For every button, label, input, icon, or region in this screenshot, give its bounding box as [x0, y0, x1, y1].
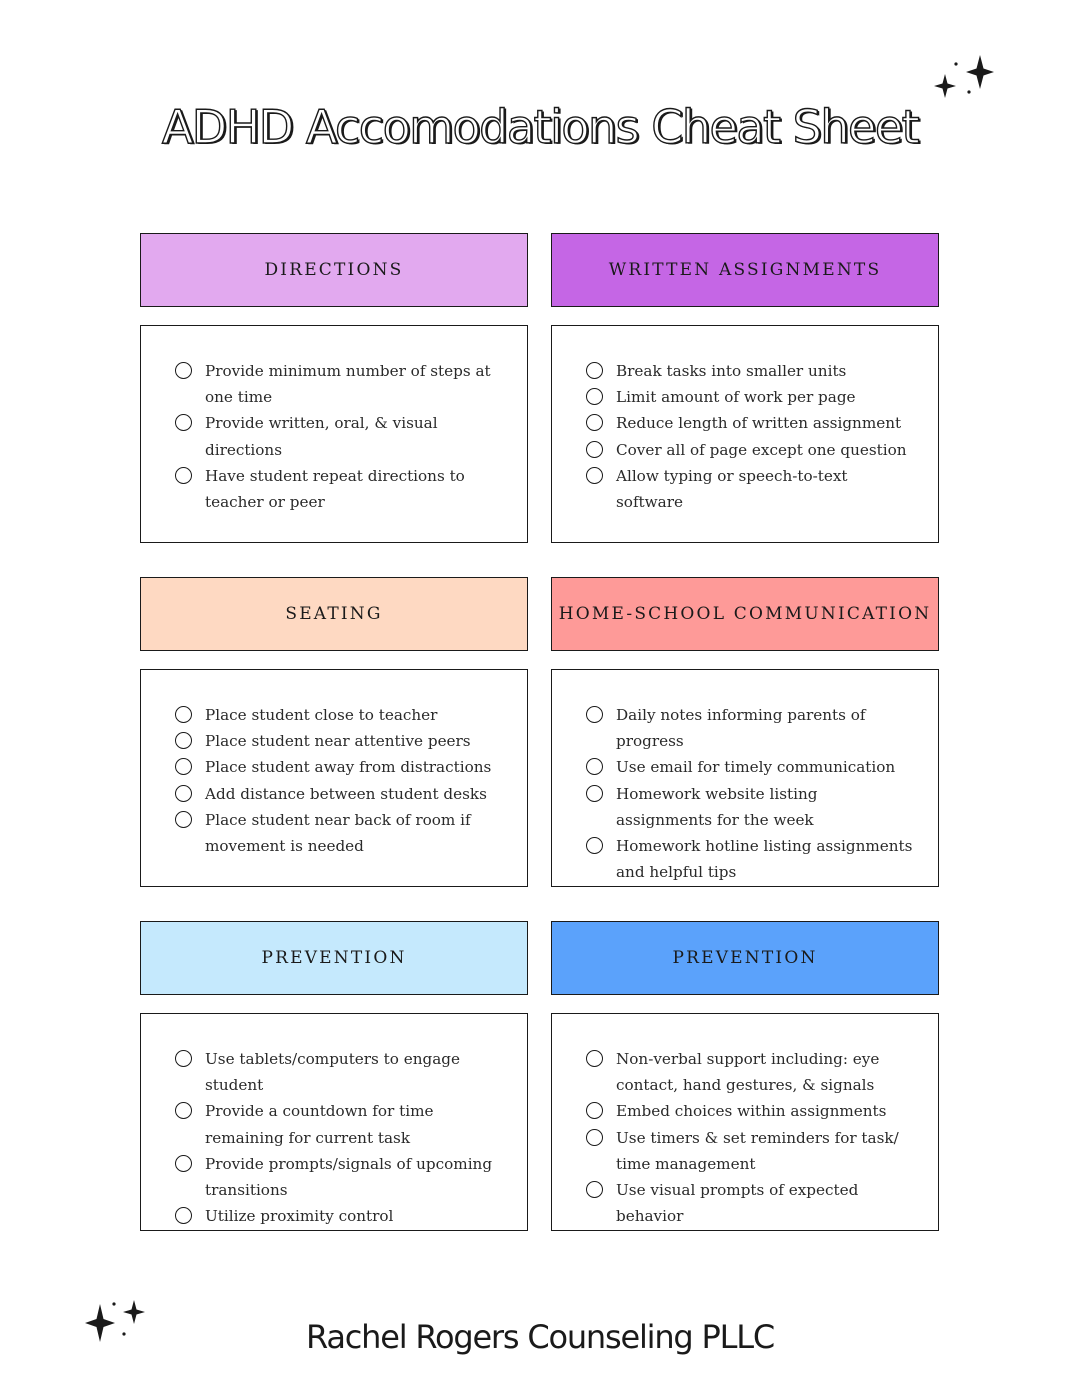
list-item — [175, 1203, 507, 1229]
list-item — [175, 410, 507, 462]
section-header-seating — [140, 577, 528, 651]
checkbox-icon[interactable] — [586, 1181, 603, 1198]
list-item — [175, 702, 507, 728]
checkbox-icon[interactable] — [175, 1155, 192, 1172]
section-heading: HOME-SCHOOL COMMUNICATION — [558, 604, 932, 624]
list-item — [175, 463, 507, 515]
checkbox-icon[interactable] — [586, 1050, 603, 1067]
checkbox-icon[interactable] — [586, 1102, 603, 1119]
list-item-text: Use timers & set reminders for task/ time management — [616, 1128, 899, 1173]
list-item-text: Place student away from distractions — [205, 758, 492, 777]
list-item-text: Have student repeat directions to teacher or peer — [205, 466, 465, 512]
section-list-written-assignments — [551, 325, 939, 543]
list-item-text: Utilize proximity control — [205, 1207, 394, 1226]
section-list-prevention-2 — [551, 1013, 939, 1231]
section-header-written-assignments — [551, 233, 939, 307]
checkbox-icon[interactable] — [175, 1207, 192, 1224]
checkbox-icon[interactable] — [586, 1129, 603, 1146]
list-item — [586, 358, 918, 384]
list-item-text: Add distance between student desks — [205, 784, 487, 803]
list-item-text: Daily notes informing parents of progress — [616, 706, 866, 751]
list-item — [586, 463, 918, 515]
list-item — [175, 1046, 507, 1098]
list-item-text: Limit amount of work per page — [616, 388, 856, 407]
list-item — [586, 702, 918, 754]
list-item — [586, 1046, 918, 1098]
list-item — [175, 807, 507, 859]
section-header-prevention-1 — [140, 921, 528, 995]
list-item — [175, 754, 507, 780]
list-item-text: Reduce length of written assignment — [616, 414, 902, 433]
page-title: ADHD Accomodations Cheat Sheet — [161, 100, 919, 154]
list-item-text: Use email for timely communication — [616, 758, 896, 777]
list-item — [586, 1098, 918, 1124]
list-item — [586, 781, 918, 833]
checkbox-icon[interactable] — [175, 706, 192, 723]
checkbox-icon[interactable] — [175, 414, 192, 431]
checkbox-icon[interactable] — [586, 362, 603, 379]
list-item-text: Place student close to teacher — [205, 706, 438, 724]
list-item — [586, 410, 918, 436]
section-heading: WRITTEN ASSIGNMENTS — [608, 260, 882, 280]
checkbox-icon[interactable] — [175, 1102, 192, 1119]
list-item — [175, 358, 507, 410]
checkbox-icon[interactable] — [586, 467, 603, 484]
list-item — [586, 1177, 918, 1229]
list-item-text: Provide a countdown for time remaining for current task — [205, 1102, 434, 1147]
list-item — [586, 833, 918, 885]
list-item — [175, 1098, 507, 1150]
sparkles-icon — [930, 52, 996, 102]
list-item — [586, 754, 918, 780]
section-header-home-school-communication — [551, 577, 939, 651]
checkbox-icon[interactable] — [175, 785, 192, 802]
list-item — [586, 1125, 918, 1177]
list-item — [175, 781, 507, 807]
list-item-text: Homework hotline listing assignments and helpful tips — [616, 837, 913, 882]
list-item-text: Allow typing or speech-to-text software — [616, 466, 848, 512]
list-item-text: Provide written, oral, & visual directions — [205, 414, 438, 459]
footer-brand: Rachel Rogers Counseling PLLC — [305, 1318, 775, 1356]
list-item-text: Provide prompts/signals of upcoming transitions — [205, 1154, 493, 1200]
section-heading: DIRECTIONS — [264, 260, 404, 280]
section-list-seating — [140, 669, 528, 887]
checkbox-icon[interactable] — [175, 362, 192, 379]
section-list-directions — [140, 325, 528, 543]
list-item-text: Place student near back of room if movement is needed — [205, 810, 471, 856]
checkbox-icon[interactable] — [175, 811, 192, 828]
checkbox-icon[interactable] — [175, 732, 192, 749]
list-item-text: Provide minimum number of steps at one time — [205, 362, 491, 407]
checkbox-icon[interactable] — [586, 837, 603, 854]
list-item-text: Place student near attentive peers — [205, 732, 471, 751]
list-item-text: Use visual prompts of expected behavior — [616, 1181, 859, 1226]
list-item — [175, 1151, 507, 1203]
section-heading: PREVENTION — [261, 948, 407, 968]
checkbox-icon[interactable] — [175, 467, 192, 484]
checkbox-icon[interactable] — [175, 758, 192, 775]
section-heading: PREVENTION — [672, 948, 818, 968]
checkbox-icon[interactable] — [586, 414, 603, 431]
list-item-text: Embed choices within assignments — [616, 1102, 887, 1121]
section-header-prevention-2 — [551, 921, 939, 995]
checkbox-icon[interactable] — [175, 1050, 192, 1067]
checkbox-icon[interactable] — [586, 388, 603, 405]
section-header-directions — [140, 233, 528, 307]
checkbox-icon[interactable] — [586, 441, 603, 458]
list-item-text: Use tablets/computers to engage student — [205, 1050, 461, 1095]
list-item-text: Break tasks into smaller units — [616, 362, 847, 380]
list-item-text: Non-verbal support including: eye contact, hand gestures, & signals — [616, 1050, 880, 1095]
section-list-home-school-communication — [551, 669, 939, 887]
section-heading: SEATING — [285, 604, 383, 624]
section-list-prevention-1 — [140, 1013, 528, 1231]
list-item-text: Homework website listing assignments for the week — [616, 784, 818, 829]
list-item — [586, 437, 918, 463]
checkbox-icon[interactable] — [586, 758, 603, 775]
checkbox-icon[interactable] — [586, 706, 603, 723]
list-item-text: Cover all of page except one question — [616, 440, 907, 459]
checkbox-icon[interactable] — [586, 785, 603, 802]
list-item — [586, 384, 918, 410]
list-item — [175, 728, 507, 754]
